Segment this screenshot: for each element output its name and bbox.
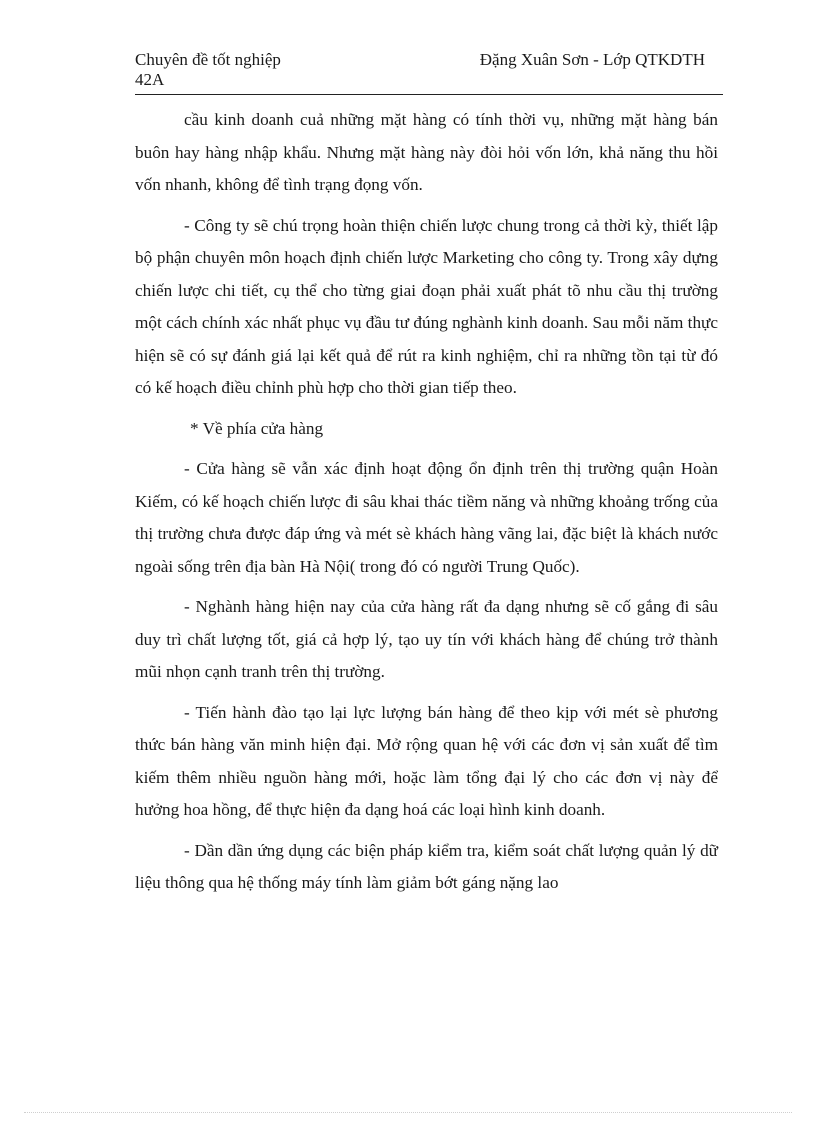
paragraph: - Nghành hàng hiện nay của cửa hàng rất đa dạng nhưng sẽ cố gắng đi sâu duy trì chất lượng tốt, giá cả hợp lý, tạo uy tín với khách hàng để chúng trở thành mũi nhọn cạnh tranh trên thị trường. (135, 597, 718, 681)
section-heading: * Về phía cửa hàng (190, 418, 324, 438)
page-header (135, 50, 723, 95)
document-body (135, 104, 718, 908)
paragraph: - Công ty sẽ chú trọng hoàn thiện chiến lược chung trong cả thời kỳ, thiết lập bộ phận chuyên môn hoạch định chiến lược Marketing cho công ty. Trong xây dựng chiến lược chi tiết, cụ thể cho từng giai đoạn phải xuất phát tõ nhu cầu thị trường một cách chính xác nhất phục vụ đầu tư đúng nghành kinh doanh. Sau mỗi năm thực hiện sẽ có sự đánh giá lại kết quả để rút ra kinh nghiệm, chỉ ra những tồn tại từ đó có kế hoạch điều chỉnh phù hợp cho thời gian tiếp theo. (135, 215, 718, 397)
header-title: Chuyên đề tốt nghiệp (135, 50, 281, 69)
paragraph: cầu kinh doanh cuả những mặt hàng có tính thời vụ, những mặt hàng bán buôn hay hàng nhập khẩu. Nhưng mặt hàng này đòi hỏi vốn lớn, khả năng thu hồi vốn nhanh, không để tình trạng đọng vốn. (135, 110, 718, 194)
paragraph: - Cửa hàng sẽ vẫn xác định hoạt động ổn định trên thị trường quận Hoàn Kiếm, có kế hoạch chiến lược đi sâu khai thác tiềm năng và những khoảng trống của thị trường chưa được đáp ứng và mét sè khách hàng vãng lai, đặc biệt là khách nước ngoài sống trên địa bàn Hà Nội( trong đó có người Trung Quốc). (135, 459, 718, 576)
paragraph: - Dần dần ứng dụng các biện pháp kiểm tra, kiểm soát chất lượng quản lý dữ liệu thông qua hệ thống máy tính làm giảm bớt gáng nặng lao (135, 840, 718, 892)
footer-divider (24, 1112, 792, 1113)
header-author: Đặng Xuân Sơn - Lớp QTKDTH (479, 50, 705, 69)
header-class-code: 42A (135, 70, 165, 89)
paragraph: - Tiến hành đào tạo lại lực lượng bán hàng để theo kịp với mét sè phương thức bán hàng văn minh hiện đại. Mở rộng quan hệ với các đơn vị sản xuất để tìm kiếm thêm nhiều nguồn hàng mới, hoặc làm tổng đại lý cho các đơn vị này để hưởng hoa hồng, để thực hiện đa dạng hoá các loại hình kinh doanh. (135, 702, 718, 819)
